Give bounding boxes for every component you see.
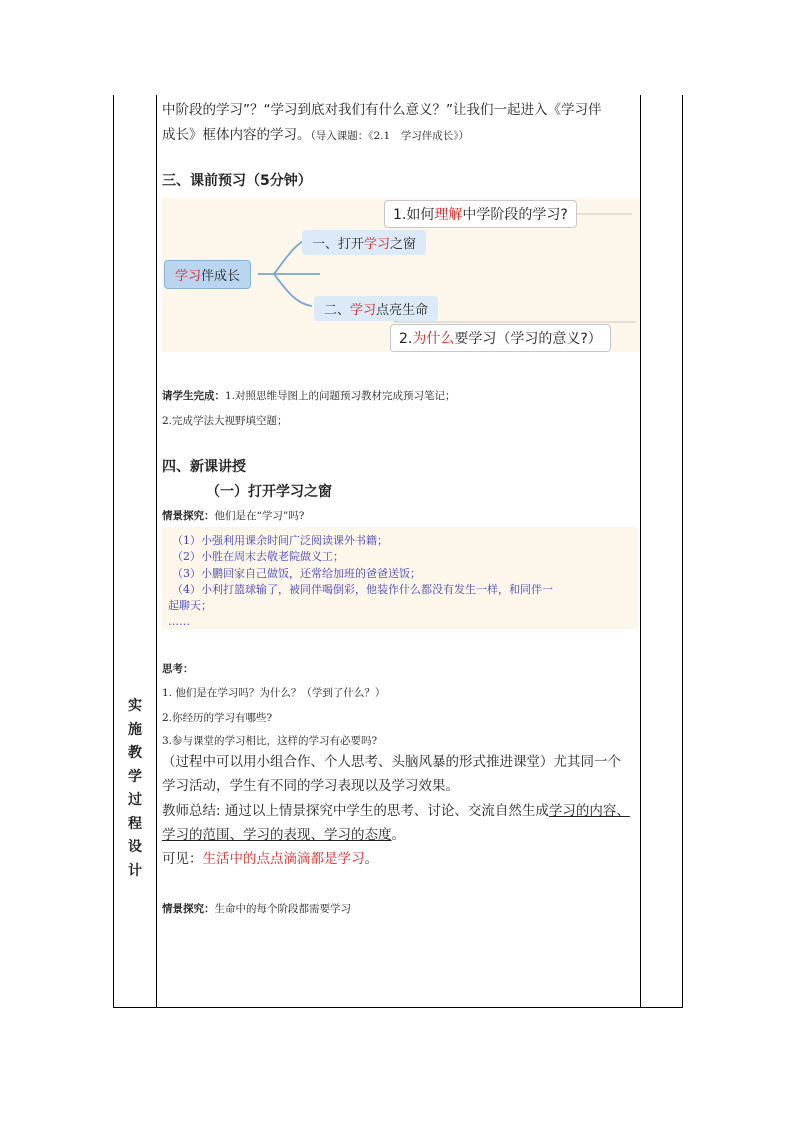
scene-item: （3）小鹏回家自己做饭，还常给加班的爸爸送饭； bbox=[172, 566, 421, 580]
scene-question: 情景探究：他们是在“学习”吗? bbox=[162, 510, 305, 522]
scene-box bbox=[162, 527, 638, 629]
scene-item: （2）小胜在周末去敬老院做义工； bbox=[172, 550, 344, 564]
mind-map-leaf-2: 2.为什么要学习（学习的意义?） bbox=[390, 324, 611, 352]
mind-map-root: 学习伴成长 bbox=[164, 260, 251, 289]
mind-map-branch-2: 二、学习点亮生命 bbox=[314, 296, 438, 321]
process-line-2: 学习活动，学生有不同的学习表现以及学习效果。 bbox=[162, 778, 459, 794]
column-divider-left bbox=[156, 95, 157, 1007]
scene2: 情景探究：生命中的每个阶段都需要学习 bbox=[162, 903, 351, 915]
process-line-1: （过程中可以用小组合作、个人思考、头脑风暴的形式推进课堂）尤其同一个 bbox=[162, 754, 621, 770]
think-q1: 1. 他们是在学习吗？为什么？（学到了什么？） bbox=[162, 687, 386, 699]
conclusion: 可见：生活中的点点滴滴都是学习。 bbox=[162, 851, 378, 867]
scene-item: 起聊天； bbox=[168, 599, 212, 613]
tasks-line-1: 请学生完成：1.对照思维导图上的问题预习教材完成预习笔记； bbox=[162, 390, 456, 402]
mind-map bbox=[162, 198, 640, 352]
summary-line-2: 学习的范围、学习的表现、学习的态度。 bbox=[162, 827, 405, 843]
scene-item: （4）小利打篮球输了，被同伴喝倒彩，他装作什么都没有发生一样，和同伴一 bbox=[172, 582, 553, 596]
think-q2: 2.你经历的学习有哪些? bbox=[162, 712, 273, 724]
intro-note: （导入课题：《2.1 学习伴成长》） bbox=[310, 130, 469, 142]
section3-title: 三、课前预习（5分钟） bbox=[162, 173, 312, 189]
scene-item: …… bbox=[168, 615, 190, 629]
think-q3: 3.参与课堂的学习相比，这样的学习有必要吗? bbox=[162, 735, 378, 747]
mind-map-leaf-1: 1.如何理解中学阶段的学习? bbox=[384, 200, 577, 228]
section4-title: 四、新课讲授 bbox=[162, 459, 246, 475]
scene-item: （1）小强利用课余时间广泛阅读课外书籍； bbox=[172, 534, 388, 547]
mind-map-branch-1: 一、打开学习之窗 bbox=[302, 230, 426, 255]
summary-line-1: 教师总结: 通过以上情景探究中学生的思考、讨论、交流自然生成学习的内容、 bbox=[162, 803, 630, 819]
intro-line-1: 中阶段的学习”？“学习到底对我们有什么意义？”让我们一起进入《学习伴 bbox=[162, 102, 602, 118]
section4-subtitle: （一）打开学习之窗 bbox=[206, 484, 332, 500]
tasks-line-2: 2.完成学法大视野填空题； bbox=[162, 415, 288, 427]
column-divider-right bbox=[640, 95, 641, 1007]
side-label: 实 施 教 学 过 程 设 计 bbox=[128, 698, 142, 879]
think-label: 思考： bbox=[162, 663, 194, 675]
intro-line-2: 成长》框体内容的学习。（导入课题：《2.1 学习伴成长》） bbox=[162, 127, 469, 143]
